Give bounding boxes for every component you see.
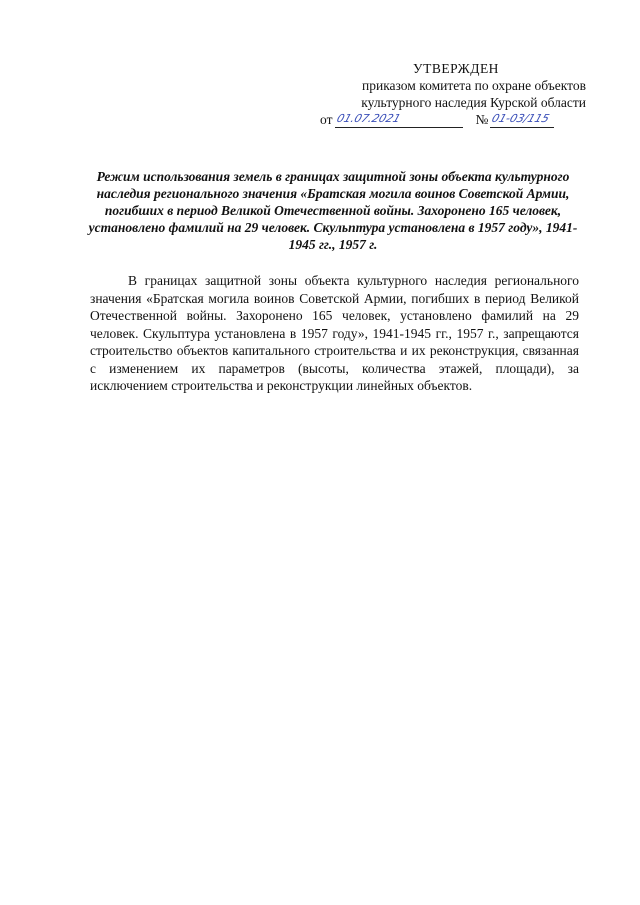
- approval-block: [316, 60, 586, 128]
- approval-title: УТВЕРЖДЕН: [413, 61, 499, 76]
- handwritten-date: 01.07.2021: [335, 112, 403, 125]
- approval-line-2: культурного наследия Курской области: [361, 95, 586, 110]
- approval-line-1: приказом комитета по охране объектов: [362, 78, 586, 93]
- date-prefix: от: [320, 112, 333, 127]
- document-title: Режим использования земель в границах защитной зоны объекта культурного наследия регионального значения «Братская могила воинов Советской Армии, погибших в период Великой Отечественной войны. Захоронено 165 человек, установлено фамилий на 29 человек. Скульптура установлена в 1957 году», 1941-1945 гг., 1957 г.: [88, 169, 578, 252]
- handwritten-number: 01-03/115: [490, 112, 552, 125]
- approval-date-number-line: [316, 111, 586, 128]
- handwritten-date-field: [335, 112, 463, 128]
- number-prefix: №: [475, 112, 489, 127]
- handwritten-number-field: [490, 112, 554, 128]
- document-body-paragraph: В границах защитной зоны объекта культурного наследия регионального значения «Братская могила воинов Советской Армии, погибших в период Великой Отечественной войны. Захоронено 165 человек, установлено фамилий на 29 человек. Скульптура установлена в 1957 году», 1941-1945 гг., 1957 г., запрещаются строительство объектов капитального строительства и их реконструкция, связанная с изменением их параметров (высоты, количества этажей, площади), за исключением строительства и реконструкции линейных объектов.: [90, 273, 579, 393]
